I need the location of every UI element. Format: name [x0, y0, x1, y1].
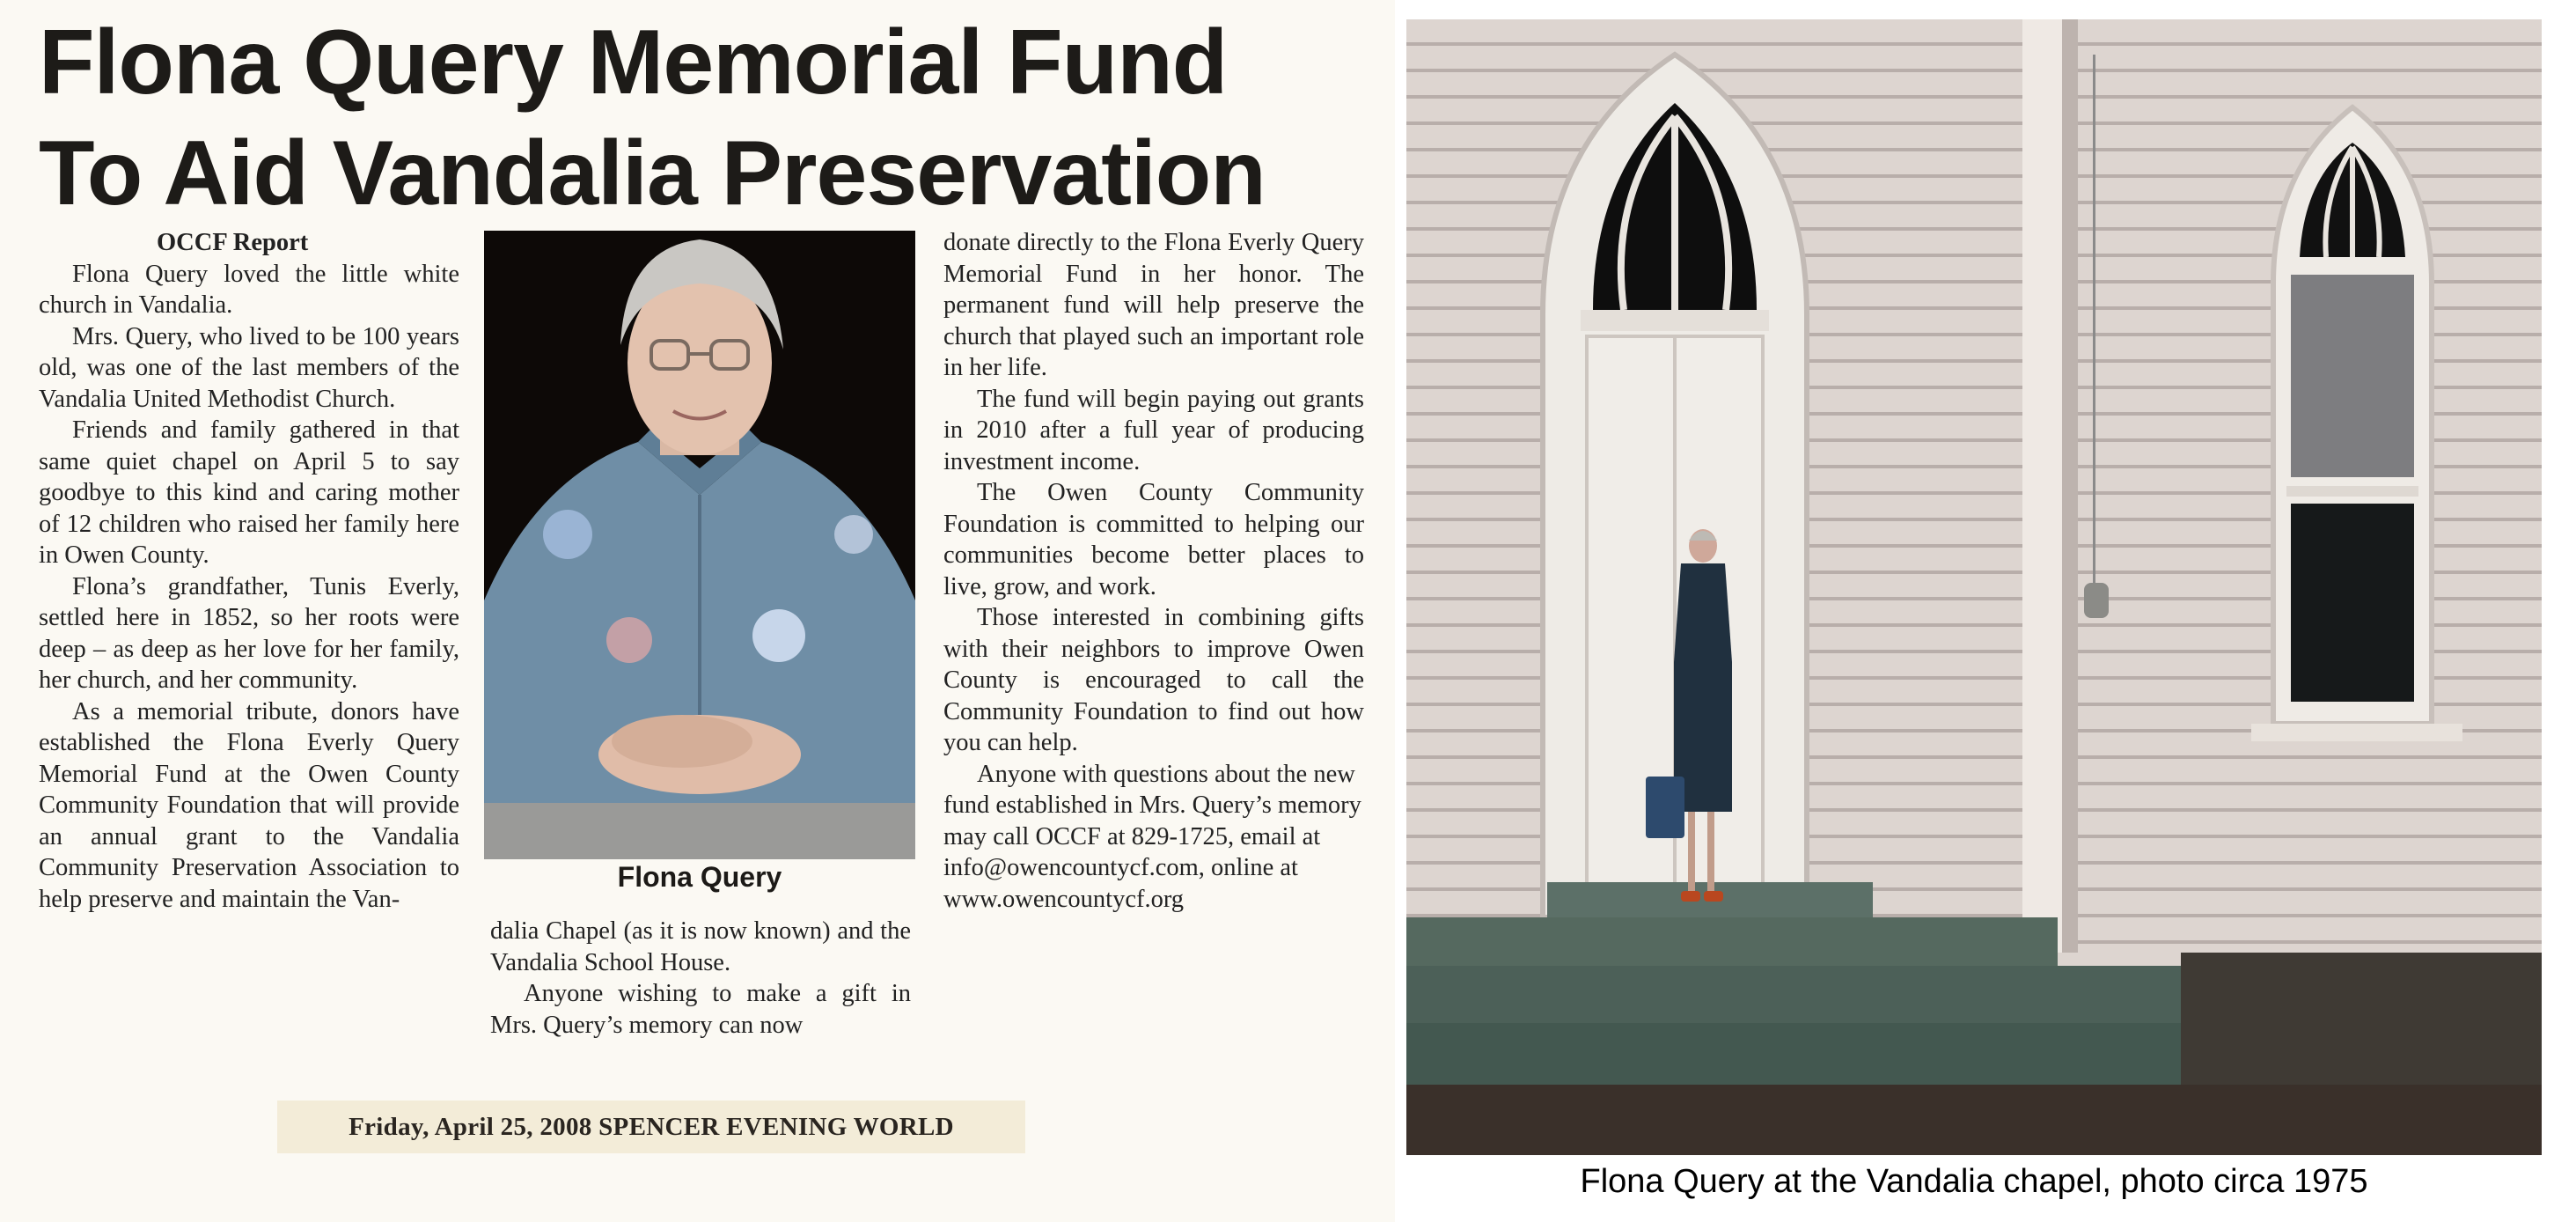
paragraph: donate directly to the Flona Everly Query Memorial Fund in her honor. The permanent fund will help preserve the church that played such an important role in her life. — [943, 229, 1364, 381]
paragraph: Mrs. Query, who lived to be 100 years old, was one of the last members of the Vandalia United Methodist Church. — [39, 322, 459, 413]
paragraph: Anyone with questions about the new fund established in Mrs. Query’s memory may call OCCF at 829-1725, email at info@owencountycf.com, online at www.owencountycf.org — [943, 760, 1361, 913]
headline-line-1: Flona Query Memorial Fund — [39, 11, 1228, 114]
paragraph: Those interested in combining gifts with their neighbors to improve Owen County is encouraged to call the Community Foundation to find out how you can help. — [943, 604, 1364, 756]
paragraph: Friends and family gathered in that same quiet chapel on April 5 to say goodbye to this kind and caring mother of 12 children who raised her family here in Owen County. — [39, 416, 459, 569]
paragraph: As a memorial tribute, donors have established the Flona Everly Query Memorial Fund at the Owen County Community Foundation that will provide an annual grant to the Vandalia Community Preservation Association to help preserve and maintain the Van- — [39, 697, 459, 913]
photo-caption: Flona Query at the Vandalia chapel, photo circa 1975 — [1580, 1163, 2368, 1200]
headline-line-2: To Aid Vandalia Preservation — [39, 122, 1266, 225]
kicker: OCCF Report — [157, 229, 309, 256]
article-column-2 — [490, 916, 911, 1041]
paragraph: dalia Chapel (as it is now known) and the Vandalia School House. — [490, 917, 911, 976]
chapel-photo — [1406, 19, 2542, 1155]
paragraph: Flona Query loved the little white church in Vandalia. — [39, 260, 459, 319]
portrait-photo — [484, 231, 915, 859]
headline — [39, 7, 1266, 229]
article-column-3 — [943, 227, 1364, 915]
paragraph: Flona’s grandfather, Tunis Everly, settled here in 1852, so her roots were deep – as deep as her love for her family, her church, and her community. — [39, 572, 459, 694]
portrait-caption: Flona Query — [617, 861, 782, 893]
dateline: Friday, April 25, 2008 SPENCER EVENING WORLD — [277, 1101, 1025, 1153]
article-column-1 — [39, 227, 459, 915]
paragraph: The Owen County Community Foundation is committed to helping our communities become better places to live, grow, and work. — [943, 479, 1364, 600]
paragraph: Anyone wishing to make a gift in Mrs. Query’s memory can now — [490, 980, 911, 1039]
paragraph: The fund will begin paying out grants in 2010 after a full year of producing investment income. — [943, 385, 1364, 475]
